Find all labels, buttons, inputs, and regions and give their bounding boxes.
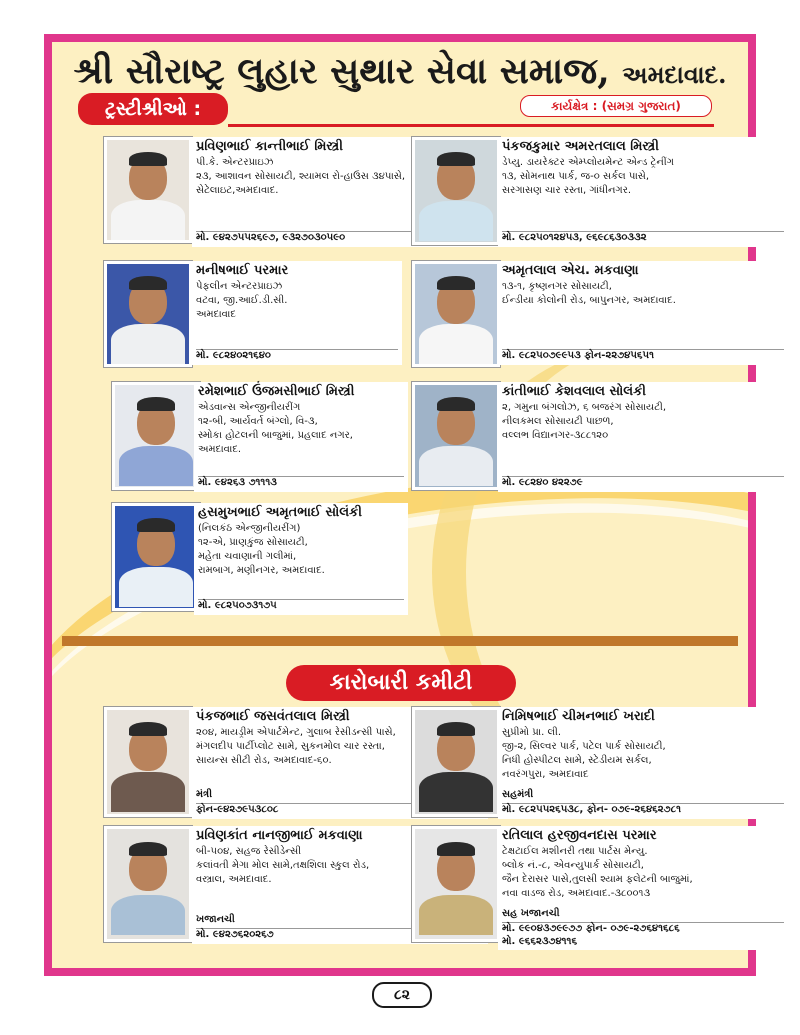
portrait-photo xyxy=(104,826,192,942)
person-name: મનીષભાઈ પરમાર xyxy=(196,263,289,278)
portrait-photo xyxy=(412,261,500,367)
portrait-photo xyxy=(104,137,192,243)
address-line: સરગાસણ ચાર રસ્તા, ગાંધીનગર. xyxy=(502,185,632,196)
address-line: ૧૨-બી, આર્યવર્ત બંગ્લો, વિ-૩, xyxy=(198,416,318,427)
phone-number: ફોન-૯૪૨૭૯૫૩૮૦૮ xyxy=(196,803,484,815)
address-line: ૨૦૪, માયડ્રીમ એપાર્ટમેન્ટ, ગુલાબ રેસીડન્સી પાસે, xyxy=(196,727,396,738)
address-line: નિધી હોસ્પીટલ સામે, સ્ટેડીયમ સર્કલ, xyxy=(502,755,652,766)
phone-number: મો. ૯૪૨૭૫૫૨૬૯૭, ૯૩૨૭૦૩૦૫૯૦ xyxy=(196,231,494,243)
address-line: જી-૨, સિલ્વર પાર્ક, પટેલ પાર્ક સોસાયટી, xyxy=(502,741,666,752)
address-line: અમદાવાદ. xyxy=(198,444,242,455)
phone-number-2: મો. ૯૬૬૨૩૭૪૧૧૬ xyxy=(502,936,578,947)
address-line: રામબાગ, મણીનગર, અમદાવાદ. xyxy=(198,565,325,576)
divider-line xyxy=(228,124,714,127)
portrait-photo xyxy=(412,382,500,490)
address-line: નીલકમલ સોસાયટી પાછળ, xyxy=(502,416,614,427)
person-name: પંકજભાઈ જસવંતલાલ મિસ્ત્રી xyxy=(196,709,350,724)
address-line: ૧૩, સોમનાથ પાર્ક, જ-૦ સર્કલ પાસે, xyxy=(502,171,650,182)
address-line: (નિલકંઠ એન્જીનીયરીંગ) xyxy=(198,523,301,534)
person-name: રમેશભાઈ ઉંજમસીભાઈ મિસ્ત્રી xyxy=(198,384,355,399)
address-line: બી-૫૦૪, સહજ રેસીડેન્સી xyxy=(196,846,302,857)
phone-number: મો. ૯૪૨૭૬૨૦૨૬૭ xyxy=(196,928,484,940)
address-line: ટેક્ષટાઈલ મશીનરી તથા પાર્ટસ મેન્યુ. xyxy=(502,846,648,857)
title-city: અમદાવાદ. xyxy=(622,60,727,89)
phone-number: મો. ૯૮૨૫૫૨૬૫૩૮, ફોન- ૦૭૯-૨૬૪૬૨૭૮૧ xyxy=(502,803,784,815)
address-line: કલાંવતી મેગા મોલ સામે,તક્ષશિલા સ્કુલ રોડ, xyxy=(196,860,370,871)
address-line: નવરંગપુરા, અમદાવાદ xyxy=(502,769,589,780)
person-name: નિમિષભાઈ ચીમનભાઈ ખરાદી xyxy=(502,709,655,724)
page-title xyxy=(60,50,740,93)
address-line: સેટેલાઇટ,અમદાવાદ. xyxy=(196,185,279,196)
phone-number: મો. ૯૮૨૫૦૧૨૪૫૩, ૯૬૯૮૬૩૦૩૩૨ xyxy=(502,231,784,243)
person-name: પંકજકુમાર અમરતલાલ મિસ્ત્રી xyxy=(502,139,659,154)
phone-number: મો. ૯૮૨૫૦૭૩૧૭૫ xyxy=(198,599,404,611)
address-line: સાયન્સ સીટી રોડ, અમદાવાદ-૬૦. xyxy=(196,755,332,766)
title-main: શ્રી સૌરાષ્ટ્ર લુહાર સુથાર સેવા સમાજ, xyxy=(73,50,610,92)
address-line: ૧૩-૧, કૃષ્ણનગર સોસાયટી, xyxy=(502,281,612,292)
portrait-photo xyxy=(112,503,200,611)
portrait-photo xyxy=(412,826,500,942)
address-line: સુપ્રીમો પ્રા. લી. xyxy=(502,727,562,738)
scope-badge: કાર્યક્ષેત્ર : (સમગ્ર ગુજરાત) xyxy=(520,95,712,117)
role-label: સહમંત્રી xyxy=(502,789,534,800)
person-name: પ્રવિણકાંત નાનજીભાઈ મકવાણા xyxy=(196,828,363,843)
role-label: મંત્રી xyxy=(196,789,213,800)
page-number: ૮૨ xyxy=(372,982,432,1008)
portrait-photo xyxy=(412,707,500,817)
address-line: ૨, ગમુના બંગલોઝ, ૬ બજરંગ સોસાયટી, xyxy=(502,402,667,413)
person-name: પ્રવિણભાઈ કાન્તીભાઈ મિસ્ત્રી xyxy=(196,139,343,154)
role-label: સહ ખજાનચી xyxy=(502,908,560,919)
address-line: વસ્ત્રાલ, અમદાવાદ. xyxy=(196,874,272,885)
address-line: ડેપ્યુ. ડાયરેક્ટર એમ્પ્લોયમેન્ટ એન્ડ ટ્રેનીંગ xyxy=(502,157,674,168)
portrait-photo xyxy=(104,707,192,817)
address-line: મંગલદીપ પાર્ટીપ્લોટ સામે, સુકનમોલ ચાર રસ્તા, xyxy=(196,741,385,752)
address-line: બ્લોક નં.-૮, એવન્યુપાર્ક સોસાયટી, xyxy=(502,860,644,871)
committee-heading: કારોબારી કમીટી xyxy=(286,665,516,701)
address-line: જૈન દેરાસર પાસે,તુલસી શ્યામ ફલેટની બાજુમાં, xyxy=(502,874,693,885)
person-name: અમૃતલાલ એચ. મકવાણા xyxy=(502,263,639,278)
person-name: રતિલાલ હરજીવનદાસ પરમાર xyxy=(502,828,657,843)
portrait-photo xyxy=(104,261,192,367)
address-line: સ્મોકા હોટલની બાજુમાં, પ્રહલાદ નગર, xyxy=(198,430,353,441)
address-line: નવા વાડજ રોડ, અમદાવાદ.-૩૮૦૦૧૩ xyxy=(502,888,651,899)
phone-number: મો. ૯૮૨૪૦૨૧૬૪૦ xyxy=(196,349,398,361)
person-name: હસમુખભાઈ અમૃતભાઈ સોલંકી xyxy=(198,505,362,520)
address-line: વલ્લભ વિદ્યાનગર-૩૮૮૧૨૦ xyxy=(502,430,609,441)
phone-number: મો. ૯૮૨૪૦ ૪૨૨૭૯ xyxy=(502,476,784,488)
address-line: પેફલીન એન્ટરપ્રાઇઝ xyxy=(196,281,283,292)
phone-number: મો. ૯૮૨૫૦૭૯૯૫૩ ફોન-૨૨૭૪૫૬૫૧ xyxy=(502,349,784,361)
address-line: ઈન્ડીયા કોલોની રોડ, બાપુનગર, અમદાવાદ. xyxy=(502,295,676,306)
role-label: ખજાનચી xyxy=(196,914,235,925)
portrait-photo xyxy=(112,382,200,490)
address-line: ૧૨-એ, પ્રાણકુંજ સોસાયટી, xyxy=(198,537,308,548)
section-divider-bar xyxy=(62,636,738,646)
trustees-heading: ટ્રસ્ટીશ્રીઓ : xyxy=(78,93,228,125)
address-line: મહેતા ચવાણાની ગલીમાં, xyxy=(198,551,297,562)
address-line: અમદાવાદ xyxy=(196,309,236,320)
phone-number: મો. ૯૯૦૪૩૭૯૯૭૭ ફોન- ૦૭૯-૨૭૬૪૧૬૮૬ xyxy=(502,922,784,934)
person-name: કાંતીભાઈ કેશવલાલ સોલંકી xyxy=(502,384,647,399)
address-line: પી.કે. એન્ટરપ્રાઇઝ xyxy=(196,157,274,168)
address-line: ૨૩, આશાવન સોસાયટી, શ્યામલ રો-હાઉસ ૩૪પાસે, xyxy=(196,171,406,182)
phone-number: મો. ૯૪૨૬૩ ૭૧૧૧૩ xyxy=(198,476,404,488)
address-line: એડવાન્સ એન્જીનીયરીંગ xyxy=(198,402,301,413)
portrait-photo xyxy=(412,137,500,245)
address-line: વટવા, જી.આઈ.ડી.સી. xyxy=(196,295,288,306)
